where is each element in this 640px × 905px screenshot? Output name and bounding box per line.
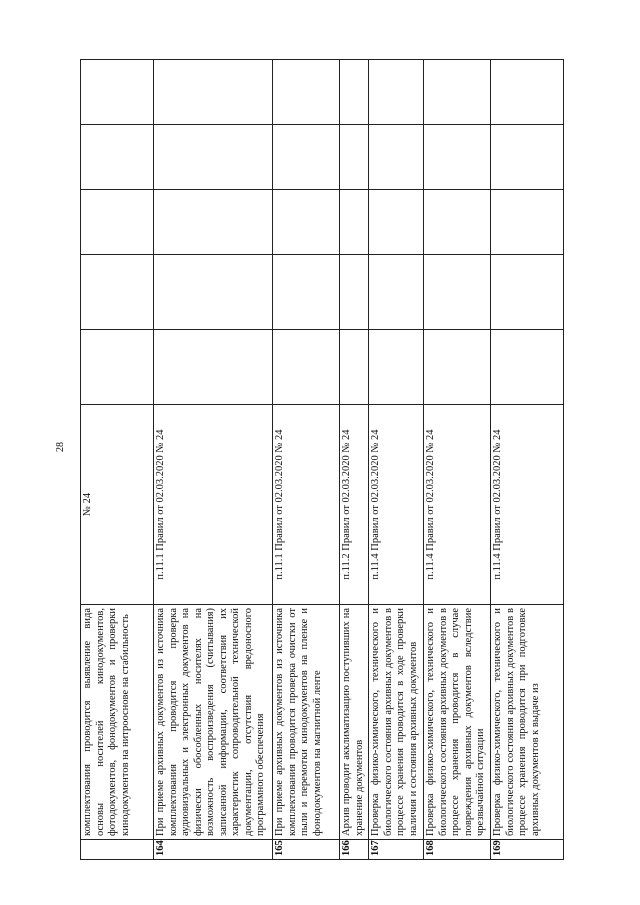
- requirement-text: Архив проводит акклиматизацию поступивших на хранение документов: [340, 605, 369, 840]
- empty-cell: [154, 190, 273, 255]
- legal-reference: п.11.1 Правил от 02.03.2020 № 24: [273, 405, 340, 605]
- legal-reference: п.11.4 Правил от 02.03.2020 № 24: [424, 405, 491, 605]
- empty-cell: [491, 190, 564, 255]
- requirement-text: Проверка физико-химического, технического и биологического состояния архивных документов в процессе хранения проводится в ходе проверки наличия и состояния архивных документов: [369, 605, 424, 840]
- table-row: [424, 60, 491, 860]
- empty-cell: [81, 255, 154, 330]
- empty-cell: [154, 255, 273, 330]
- empty-cell: [340, 125, 369, 190]
- empty-cell: [154, 60, 273, 125]
- row-number: 168: [424, 840, 491, 860]
- row-number: 165: [273, 840, 340, 860]
- empty-cell: [424, 190, 491, 255]
- requirement-text: При приеме архивных документов из источника комплектования проводится проверка аудиовизуальных и электронных документов на физически обособленных носителях на возможность воспроизведения (считывания) записанной информации, соответствия их характеристик сопроводительной технической документации, отсутствия вредоносного программного обеспечения: [154, 605, 273, 840]
- empty-cell: [340, 330, 369, 405]
- row-number: 164: [154, 840, 273, 860]
- legal-reference: п.11.1 Правил от 02.03.2020 № 24: [154, 405, 273, 605]
- page-number: 28: [55, 442, 66, 452]
- requirement-text: комплектования проводится выявление вида основы носителей кинодокументов, фотодокументов, фонодокументов и проверки кинодокументов на нитрооснове на стабильность: [81, 605, 154, 840]
- legal-reference: п.11.4 Правил от 02.03.2020 № 24: [369, 405, 424, 605]
- empty-cell: [81, 125, 154, 190]
- empty-cell: [491, 330, 564, 405]
- checklist-table: [80, 59, 564, 860]
- empty-cell: [424, 255, 491, 330]
- legal-reference: № 24: [81, 405, 154, 605]
- empty-cell: [369, 255, 424, 330]
- row-number: 167: [369, 840, 424, 860]
- empty-cell: [81, 190, 154, 255]
- legal-reference: п.11.2 Правил от 02.03.2020 № 24: [340, 405, 369, 605]
- table-row: [154, 60, 273, 860]
- empty-cell: [273, 125, 340, 190]
- legal-reference: п.11.4 Правил от 02.03.2020 № 24: [491, 405, 564, 605]
- table-row: [340, 60, 369, 860]
- empty-cell: [273, 330, 340, 405]
- requirement-text: При приеме архивных документов из источника комплектования проводится проверка очистки от пыли и перемотки кинодокументов на пленке и фонодокументов на магнитной ленте: [273, 605, 340, 840]
- empty-cell: [369, 330, 424, 405]
- empty-cell: [491, 60, 564, 125]
- row-number: 166: [340, 840, 369, 860]
- empty-cell: [491, 255, 564, 330]
- table-row: [81, 60, 154, 860]
- table-row: [273, 60, 340, 860]
- empty-cell: [81, 330, 154, 405]
- empty-cell: [340, 190, 369, 255]
- row-number: 169: [491, 840, 564, 860]
- requirement-text: Проверка физико-химического, технического и биологического состояния архивных документов в процессе хранения проводится при подготовке архивных документов к выдаче из: [491, 605, 564, 840]
- empty-cell: [154, 125, 273, 190]
- empty-cell: [273, 190, 340, 255]
- empty-cell: [340, 60, 369, 125]
- empty-cell: [424, 60, 491, 125]
- empty-cell: [369, 60, 424, 125]
- empty-cell: [369, 125, 424, 190]
- empty-cell: [81, 60, 154, 125]
- empty-cell: [154, 330, 273, 405]
- empty-cell: [491, 125, 564, 190]
- rotated-table-page: [80, 60, 605, 860]
- requirement-text: Проверка физико-химического, технического и биологического состояния архивных документов в процессе хранения проводится в случае повреждения архивных документов вследствие чрезвычайной ситуации: [424, 605, 491, 840]
- row-number: [81, 840, 154, 860]
- table-row: [369, 60, 424, 860]
- empty-cell: [369, 190, 424, 255]
- table-row: [491, 60, 564, 860]
- empty-cell: [424, 330, 491, 405]
- empty-cell: [424, 125, 491, 190]
- empty-cell: [273, 60, 340, 125]
- empty-cell: [340, 255, 369, 330]
- empty-cell: [273, 255, 340, 330]
